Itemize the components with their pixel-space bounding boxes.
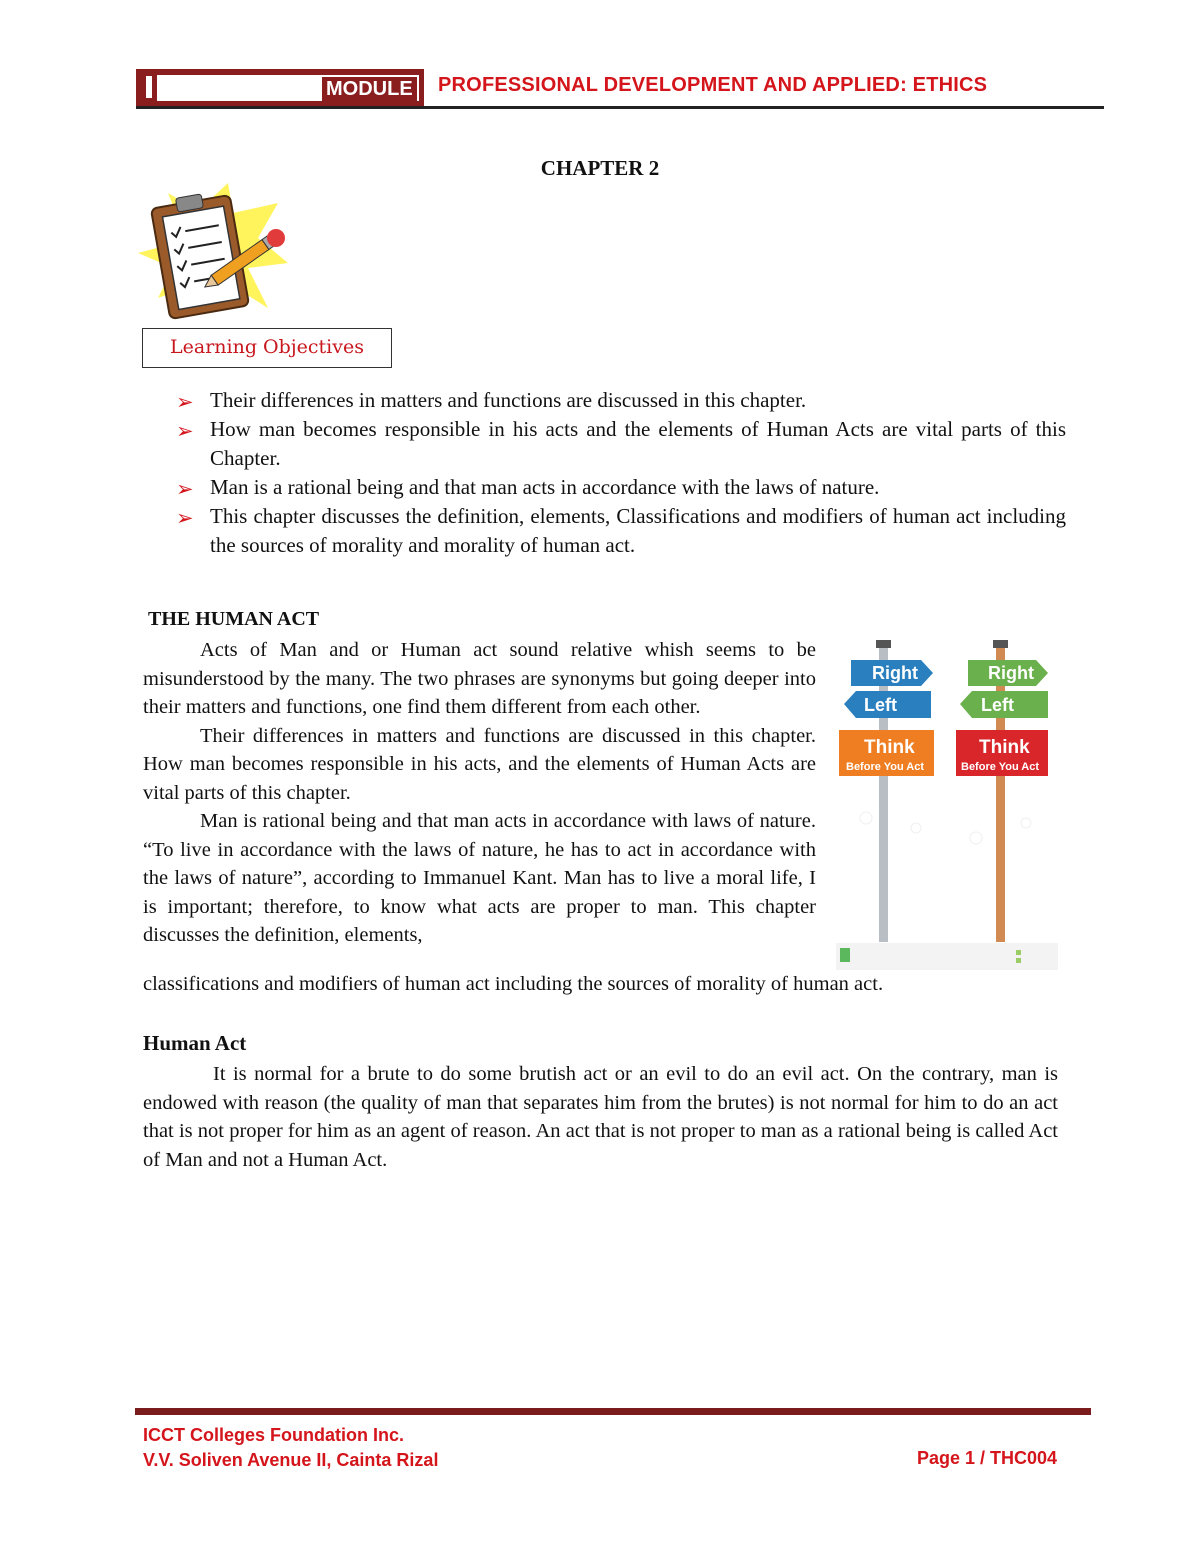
header-tick — [146, 76, 152, 98]
sign-left-label: Left — [981, 695, 1014, 715]
sign-think-label: Think — [864, 737, 915, 758]
sign-before-label: Before You Act — [961, 761, 1040, 773]
footer-org: ICCT Colleges Foundation Inc. — [143, 1425, 404, 1445]
clipboard-icon — [138, 183, 298, 323]
sign-right-label: Right — [872, 663, 918, 683]
section-body — [143, 636, 816, 950]
header-rule — [136, 106, 1104, 109]
arrow-bullet-icon: ➢ — [176, 419, 194, 443]
module-label: MODULE — [322, 77, 417, 102]
human-act-title: Human Act — [143, 1031, 247, 1055]
footer-page-number: Page 1 / THC004 — [916, 1448, 1057, 1468]
footer-org-block — [143, 1423, 438, 1473]
arrow-bullet-icon: ➢ — [176, 477, 194, 501]
paragraph: It is normal for a brute to do some brutish act or an evil to do an evil act. On the contrary, man is endowed with reason (the quality of man that separates him from the brutes) is not normal for him to do an act that is not proper for him as an agent of reason. An act that is not proper to man as a rational being is called Act of Man and not a Human Act. — [143, 1063, 1058, 1171]
paragraph: Man is rational being and that man acts in accordance with laws of nature. “To live in accordance with the laws of nature, he has to act in accordance with the laws of nature”, according to Immanuel Kant. Man has to live a moral life, I is important; therefore, to know what acts are proper to man. This chapter discusses the definition, elements, — [143, 810, 816, 946]
list-item: ➢ How man becomes responsible in his acts and the elements of Human Acts are vital parts of this Chapter. — [176, 417, 1066, 470]
list-item: ➢ Their differences in matters and functions are discussed in this chapter. — [176, 386, 1066, 415]
learning-objectives-label: Learning Objectives — [142, 328, 392, 368]
arrow-bullet-icon: ➢ — [176, 390, 194, 414]
arrow-bullet-icon: ➢ — [176, 506, 194, 530]
objectives-list — [176, 386, 1066, 560]
sign-think-label: Think — [979, 737, 1030, 758]
footer-rule — [135, 1408, 1091, 1415]
sign-left-label: Left — [864, 695, 897, 715]
chapter-title: CHAPTER 2 — [540, 156, 660, 180]
section-title: THE HUMAN ACT — [148, 608, 320, 630]
signpost-image — [836, 638, 1058, 970]
sign-before-label: Before You Act — [846, 761, 925, 773]
list-item: ➢ Man is a rational being and that man acts in accordance with the laws of nature. — [176, 473, 1066, 502]
paragraph-continuation: classifications and modifiers of human act including the sources of morality of human act. — [143, 973, 884, 995]
list-item: ➢ This chapter discusses the definition, elements, Classifications and modifiers of human act including the sources of morality and morality of human act. — [176, 504, 1066, 557]
human-act-body — [143, 1060, 1058, 1174]
footer-address: V.V. Soliven Avenue II, Cainta Rizal — [143, 1450, 439, 1470]
paragraph: Their differences in matters and functions are discussed in this chapter. How man becomes responsible in his acts, and the elements of Human Acts are vital parts of this chapter. — [143, 724, 816, 804]
paragraph: Acts of Man and or Human act sound relative whish seems to be misunderstood by the many. The two phrases are synonyms but going deeper into their matters and functions, one find them different from each other. — [143, 639, 816, 718]
module-title: PROFESSIONAL DEVELOPMENT AND APPLIED: ETHICS — [438, 74, 988, 96]
sign-right-label: Right — [988, 663, 1034, 683]
